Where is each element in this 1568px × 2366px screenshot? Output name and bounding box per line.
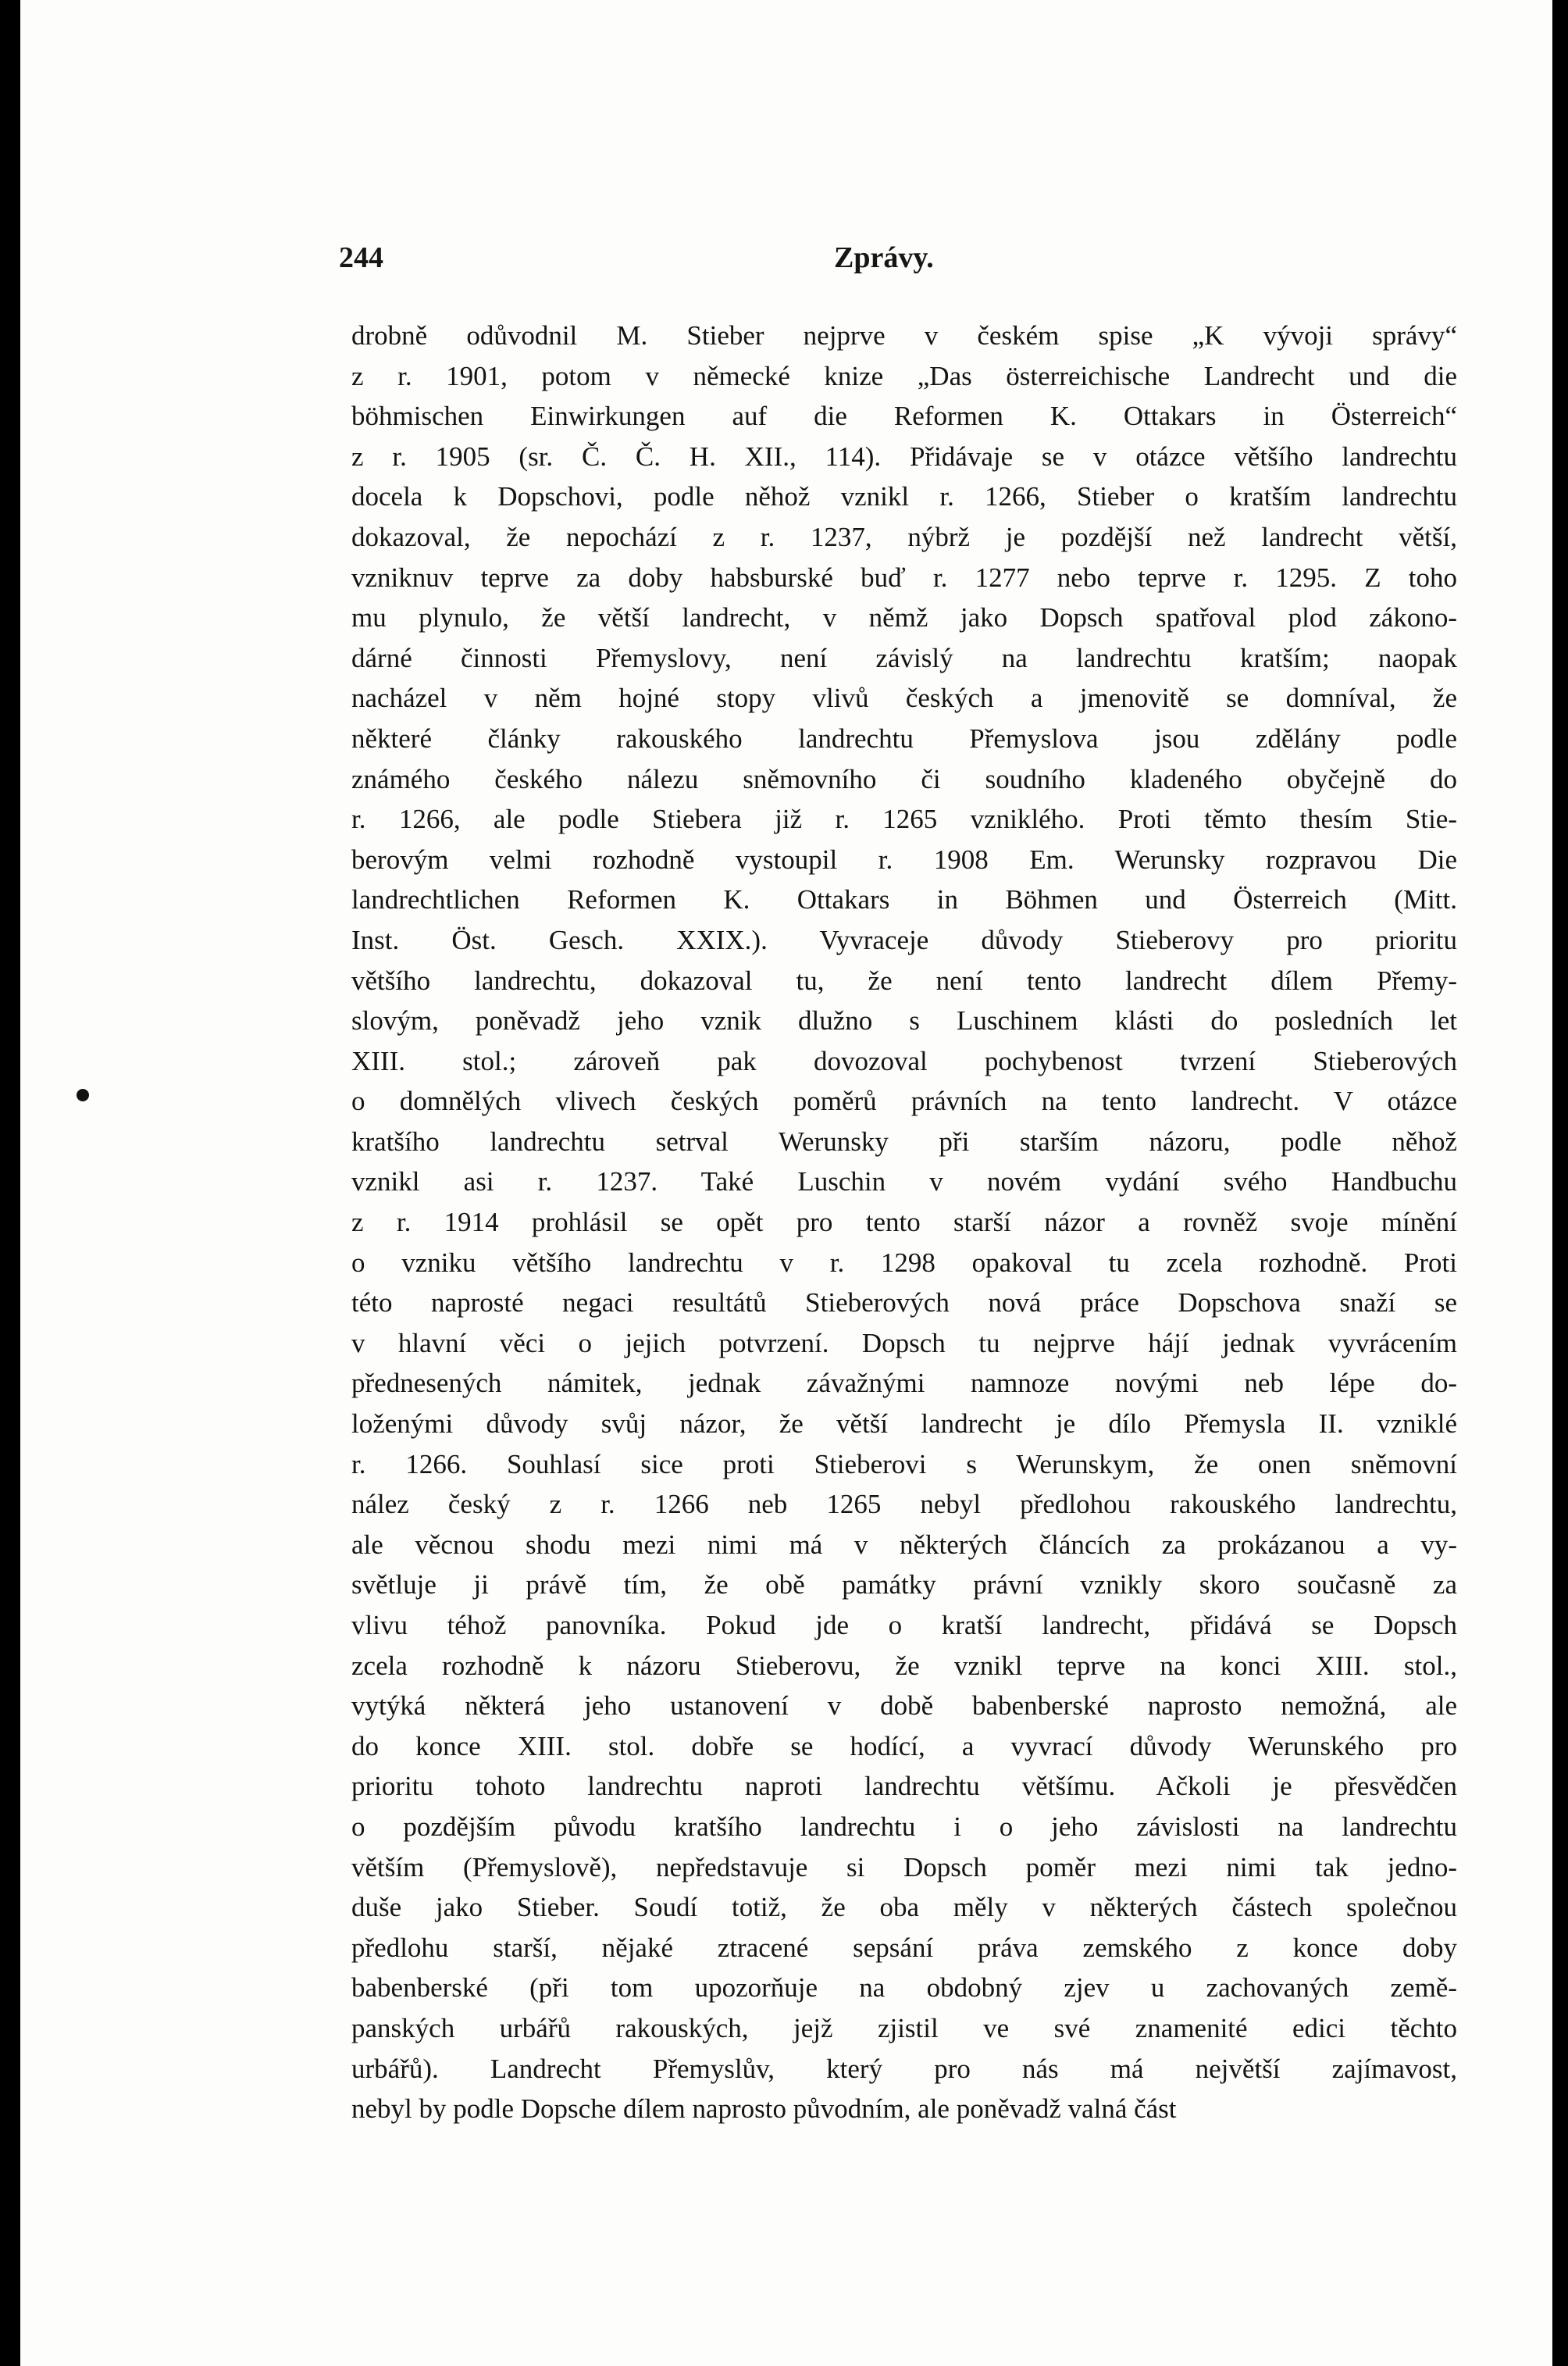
- text-line: babenberské (při tom upozorňuje na obdobný zjev u zachovaných země-: [351, 1972, 1457, 2004]
- text-line: většího landrechtu, dokazoval tu, že není tento landrecht dílem Přemy-: [351, 965, 1457, 996]
- text-line: o pozdějším původu kratšího landrechtu i o jeho závislosti na landrechtu: [351, 1811, 1457, 1842]
- text-line: větším (Přemyslově), nepředstavuje si Dopsch poměr mezi nimi tak jedno-: [351, 1851, 1457, 1882]
- text-line: mu plynulo, že větší landrecht, v němž jako Dopsch spatřoval plod zákono-: [351, 602, 1457, 633]
- text-line: vytýká některá jeho ustanovení v době babenberské naprosto nemožná, ale: [351, 1690, 1457, 1722]
- text-line: urbářů). Landrecht Přemyslův, který pro nás má největší zajímavost,: [351, 2053, 1457, 2084]
- body-text: [351, 316, 1457, 2129]
- text-line: v hlavní věci o jejich potvrzení. Dopsch tu nejprve hájí jednak vyvrácením: [351, 1327, 1457, 1358]
- text-line: vzniknuv teprve za doby habsburské buď r. 1277 nebo teprve r. 1295. Z toho: [351, 562, 1457, 593]
- margin-dot-mark: [77, 1089, 89, 1101]
- text-line: nebyl by podle Dopsche dílem naprosto původním, ale poněvadž valná část: [351, 2093, 1177, 2125]
- text-line: r. 1266, ale podle Stiebera již r. 1265 vzniklého. Proti těmto thesím Stie-: [351, 804, 1457, 835]
- text-line: ale věcnou shodu mezi nimi má v některých článcích za prokázanou a vy-: [351, 1529, 1457, 1560]
- book-page: [20, 0, 1552, 2366]
- text-line: některé články rakouského landrechtu Přemyslova jsou zdělány podle: [351, 723, 1457, 754]
- text-line: vznikl asi r. 1237. Také Luschin v novém vydání svého Handbuchu: [351, 1166, 1457, 1197]
- text-line: o vzniku většího landrechtu v r. 1298 opakoval tu zcela rozhodně. Proti: [351, 1247, 1457, 1278]
- text-line: známého českého nálezu sněmovního či soudního kladeného obyčejně do: [351, 763, 1457, 794]
- text-line: prioritu tohoto landrechtu naproti landrechtu většímu. Ačkoli je přesvědčen: [351, 1771, 1457, 1802]
- text-line: dárné činnosti Přemyslovy, není závislý na landrechtu kratším; naopak: [351, 642, 1457, 673]
- text-line: z r. 1905 (sr. Č. Č. H. XII., 114). Přidávaje se v otázce většího landrechtu: [351, 441, 1457, 472]
- page-number: 244: [339, 241, 383, 274]
- text-line: panských urbářů rakouských, jejž zjistil ve své znamenité edici těchto: [351, 2012, 1457, 2043]
- text-line: této naprosté negaci resultátů Stieberových nová práce Dopschova snaží se: [351, 1287, 1457, 1319]
- text-line: předlohu starší, nějaké ztracené sepsání práva zemského z konce doby: [351, 1932, 1457, 1963]
- text-line: berovým velmi rozhodně vystoupil r. 1908 Em. Werunsky rozpravou Die: [351, 844, 1457, 875]
- text-line: z r. 1901, potom v německé knize „Das österreichische Landrecht und die: [351, 360, 1457, 391]
- text-line: landrechtlichen Reformen K. Ottakars in Böhmen und Österreich (Mitt.: [351, 884, 1457, 915]
- text-line: böhmischen Einwirkungen auf die Reformen K. Ottakars in Österreich“: [351, 401, 1457, 432]
- text-line: nález český z r. 1266 neb 1265 nebyl předlohou rakouského landrechtu,: [351, 1489, 1457, 1520]
- text-line: slovým, poněvadž jeho vznik dlužno s Luschinem klásti do posledních let: [351, 1005, 1457, 1037]
- text-line: o domnělých vlivech českých poměrů právních na tento landrecht. V otázce: [351, 1086, 1457, 1117]
- text-line: drobně odůvodnil M. Stieber nejprve v českém spise „K vývoji správy“: [351, 320, 1457, 351]
- text-line: kratšího landrechtu setrval Werunsky při starším názoru, podle něhož: [351, 1126, 1457, 1157]
- text-line: zcela rozhodně k názoru Stieberovu, že vznikl teprve na konci XIII. stol.,: [351, 1650, 1457, 1681]
- text-line: přednesených námitek, jednak závažnými namnoze novými neb lépe do-: [351, 1368, 1457, 1399]
- text-line: nacházel v něm hojné stopy vlivů českých a jmenovitě se domníval, že: [351, 683, 1457, 714]
- text-line: XIII. stol.; zároveň pak dovozoval pochybenost tvrzení Stieberových: [351, 1045, 1457, 1076]
- page-header: [20, 241, 1552, 280]
- text-line: z r. 1914 prohlásil se opět pro tento starší názor a rovněž svoje mínění: [351, 1207, 1457, 1238]
- text-line: docela k Dopschovi, podle něhož vznikl r. 1266, Stieber o kratším landrechtu: [351, 481, 1457, 512]
- text-line: r. 1266. Souhlasí sice proti Stieberovi s Werunskym, že onen sněmovní: [351, 1448, 1457, 1479]
- text-line: duše jako Stieber. Soudí totiž, že oba měly v některých částech společnou: [351, 1892, 1457, 1923]
- text-line: do konce XIII. stol. dobře se hodící, a vyvrací důvody Werunského pro: [351, 1730, 1457, 1761]
- text-line: Inst. Öst. Gesch. XXIX.). Vyvraceje důvody Stieberovy pro prioritu: [351, 924, 1457, 955]
- text-line: dokazoval, že nepochází z r. 1237, nýbrž je pozdější než landrecht větší,: [351, 521, 1457, 552]
- text-line: světluje ji právě tím, že obě památky právní vznikly skoro současně za: [351, 1569, 1457, 1601]
- running-title: Zprávy.: [834, 241, 934, 274]
- text-line: vlivu téhož panovníka. Pokud jde o kratší landrecht, přidává se Dopsch: [351, 1610, 1457, 1640]
- text-line: loženými důvody svůj názor, že větší landrecht je dílo Přemysla II. vzniklé: [351, 1408, 1457, 1440]
